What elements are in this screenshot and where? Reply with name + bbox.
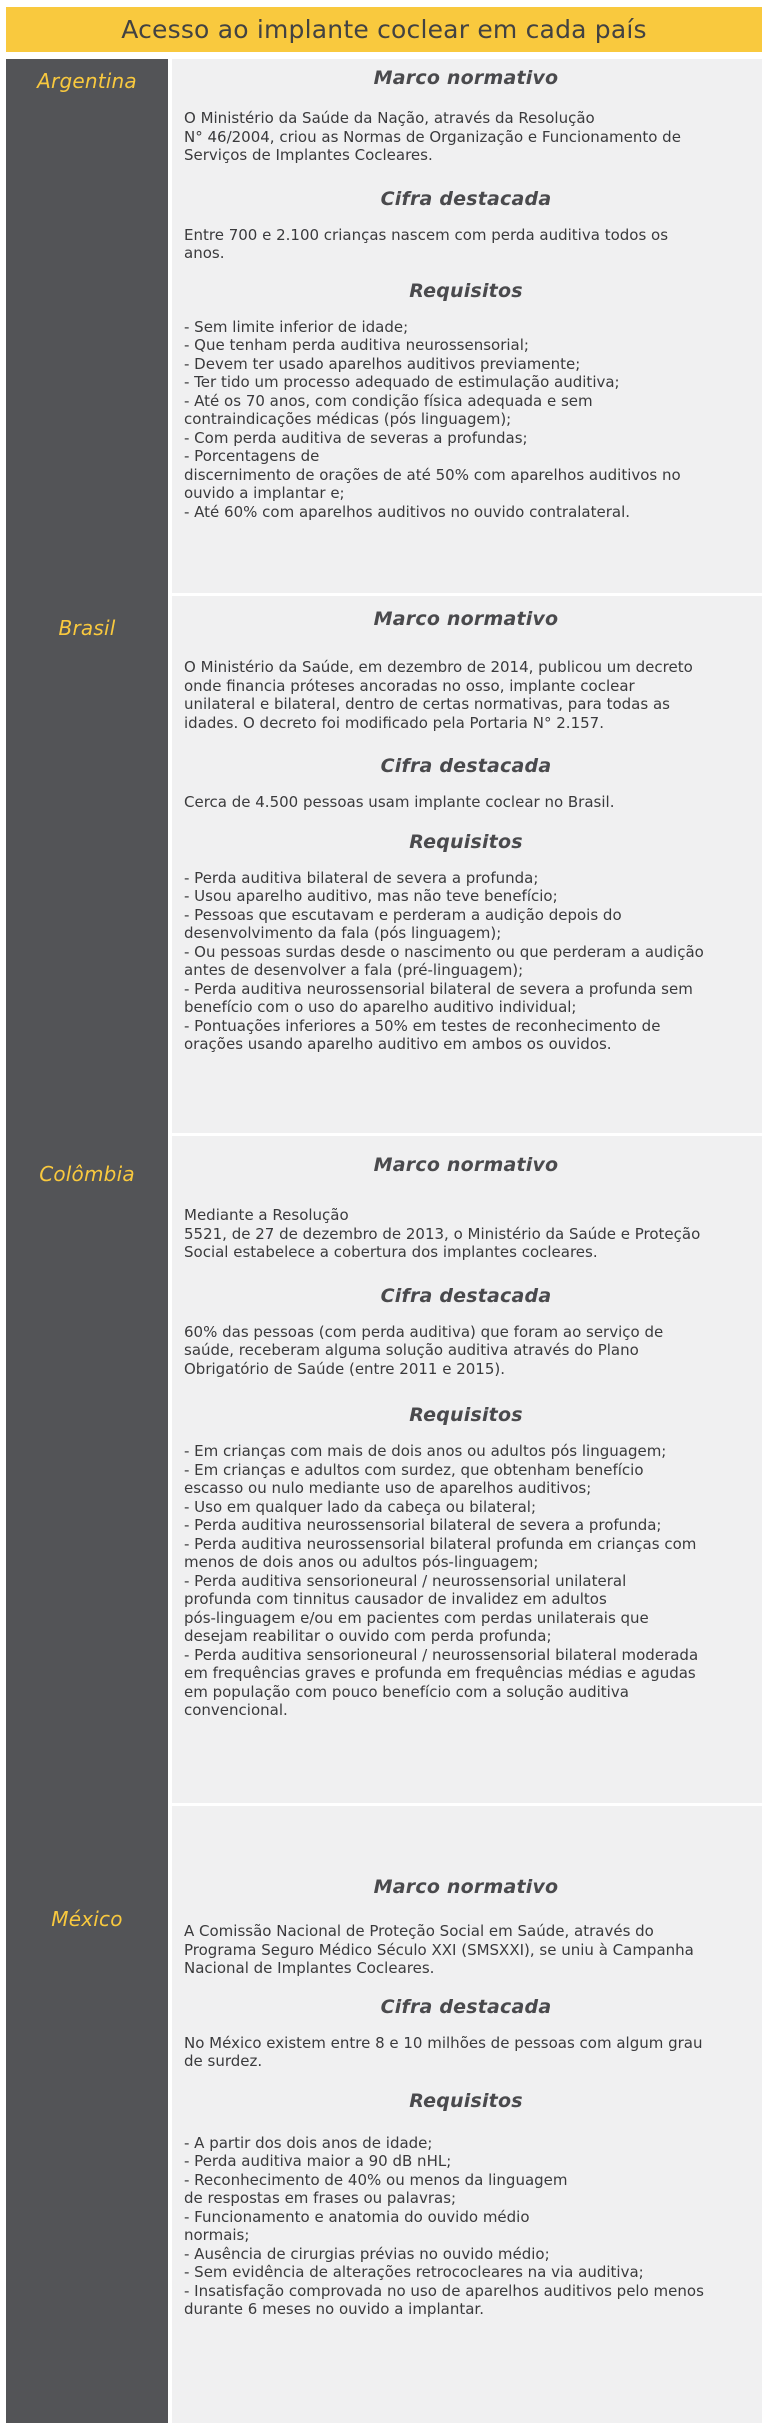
requisitos-text: - Perda auditiva bilateral de severa a profunda; - Usou aparelho auditivo, mas não teve benefício; - Pessoas que escutavam e perderam a audição depois do desenvolvimento da fala (pós linguagem); - Ou pessoas surdas desde o nascimento ou que perderam a audição antes de desenvolver a fala (pré-linguagem); - Perda auditiva neurossensorial bilateral de severa a profunda sem benefício com o uso do aparelho auditivo individual; - Pontuações inferiores a 50% em testes de reconhecimento de orações usando aparelho auditivo em ambos os ouvidos. — [184, 868, 704, 1053]
country-name-colombia: Colômbia — [39, 1162, 135, 1186]
requisitos-text: - Em crianças com mais de dois anos ou adultos pós linguagem; - Em crianças e adultos com surdez, que obtenham benefício escasso ou nulo mediante uso de aparelhos auditivos; - Uso em qualquer lado da cabeça ou bilateral; - Perda auditiva neurossensorial bilateral de severa a profunda; - Perda auditiva neurossensorial bilateral profunda em crianças com menos de dois anos ou adultos pós-linguagem; - Perda auditiva sensorioneural / neurossensorial unilateral profunda com tinnitus causador de invalidez em adultos pós-linguagem e/ou em pacientes com perdas unilaterais que desejam reabilitar o ouvido com perda profunda; - Perda auditiva sensorioneural / neurossensorial bilateral moderada em frequências graves e profunda em frequências médias e agudas em população com pouco benefício com a solução auditiva convencional. — [184, 1442, 699, 1719]
marco-text: A Comissão Nacional de Proteção Social em Saúde, através do Programa Seguro Médico Século XXI (SMSXXI), se uniu à Campanha Nacional de Implantes Cocleares. — [184, 1922, 694, 1977]
title-banner — [6, 7, 762, 52]
cifra-text: No México existem entre 8 e 10 milhões de pessoas com algum grau de surdez. — [184, 2033, 703, 2070]
panel-argentina — [172, 59, 762, 593]
panel-colombia — [172, 1136, 762, 1803]
marco-heading: Marco normativo — [373, 1154, 559, 1176]
cifra-heading: Cifra destacada — [380, 1284, 552, 1307]
marco-text: O Ministério da Saúde, em dezembro de 2014, publicou um decreto onde financia próteses ancoradas no osso, implante coclear unilateral e bilateral, dentro de certas normativas, para todas as idades. O decreto foi modificado pela Portaria N° 2.157. — [184, 658, 693, 732]
requisitos-heading: Requisitos — [409, 830, 523, 853]
cifra-text: 60% das pessoas (com perda auditiva) que foram ao serviço de saúde, receberam alguma solução auditiva através do Plano Obrigatório de Saúde (entre 2011 e 2015). — [184, 1322, 664, 1378]
page-title: Acesso ao implante coclear em cada país — [121, 15, 647, 44]
marco-heading: Marco normativo — [373, 608, 559, 630]
panel-mexico — [172, 1806, 762, 2423]
country-name-brasil: Brasil — [58, 616, 116, 640]
cifra-text: Entre 700 e 2.100 crianças nascem com perda auditiva todos os anos. — [184, 225, 669, 262]
requisitos-heading: Requisitos — [409, 2089, 523, 2112]
marco-heading: Marco normativo — [373, 67, 559, 89]
requisitos-text: - A partir dos dois anos de idade; - Perda auditiva maior a 90 dB nHL; - Reconhecimento de 40% ou menos da linguagem de respostas em frases ou palavras; - Funcionamento e anatomia do ouvido médio normais; - Ausência de cirurgias prévias no ouvido médio; - Sem evidência de alterações retrococleares na via auditiva; - Insatisfação comprovada no uso de aparelhos auditivos pelo menos durante 6 meses no ouvido a implantar. — [184, 2133, 704, 2318]
country-column — [6, 59, 168, 2423]
requisitos-heading: Requisitos — [409, 1404, 523, 1426]
requisitos-text: - Sem limite inferior de idade; - Que tenham perda auditiva neurossensorial; - Devem ter usado aparelhos auditivos previamente; - Ter tido um processo adequado de estimulação auditiva; - Até os 70 anos, com condição física adequada e sem contraindicações médicas (pós linguagem); - Com perda auditiva de severas a profundas; - Porcentagens de discernimento de orações de até 50% com aparelhos auditivos no ouvido a implantar e; - Até 60% com aparelhos auditivos no ouvido contralateral. — [184, 317, 681, 521]
cifra-text: Cerca de 4.500 pessoas usam implante coclear no Brasil. — [184, 793, 615, 811]
requisitos-heading: Requisitos — [409, 279, 523, 302]
marco-heading: Marco normativo — [373, 1876, 559, 1898]
country-name-mexico: México — [51, 1907, 123, 1931]
cifra-heading: Cifra destacada — [380, 755, 552, 777]
cifra-heading: Cifra destacada — [380, 1995, 552, 2018]
panel-brasil — [172, 596, 762, 1133]
marco-text: Mediante a Resolução 5521, de 27 de dezembro de 2013, o Ministério da Saúde e Proteção Social estabelece a cobertura dos implantes cocleares. — [184, 1206, 701, 1261]
marco-text: O Ministério da Saúde da Nação, através da Resolução N° 46/2004, criou as Normas de Organização e Funcionamento de Serviços de Implantes Cocleares. — [184, 109, 681, 164]
cifra-heading: Cifra destacada — [380, 187, 552, 210]
country-name-argentina: Argentina — [37, 69, 137, 93]
